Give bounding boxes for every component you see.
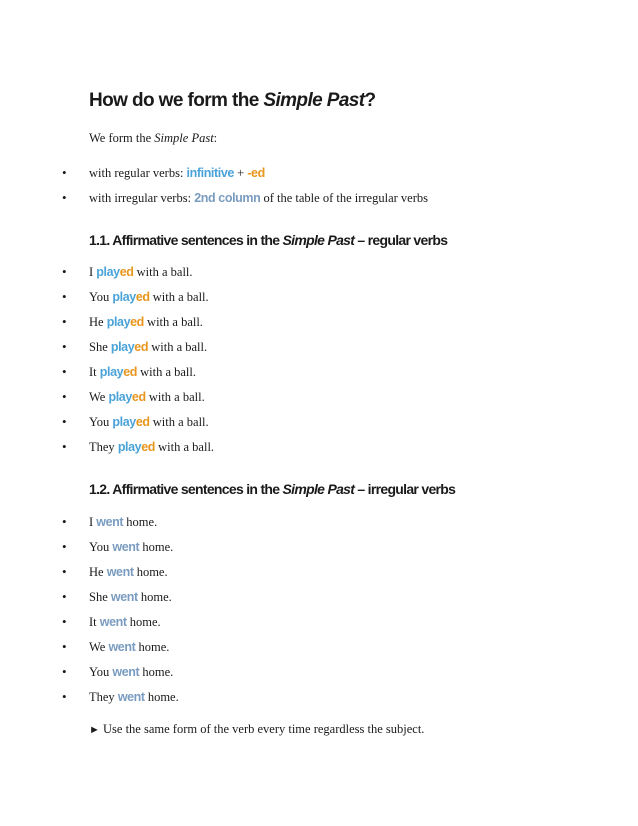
bullet-icon: • [62,289,67,304]
intro-line [89,131,217,146]
intro-prefix: We form the [89,131,155,145]
sentence [89,363,196,381]
verb-ending: ed [131,390,146,404]
verb-past: went [96,515,124,529]
sentence [89,288,209,306]
subject: We [89,640,109,654]
bullet-icon: • [62,190,67,205]
rule-irregular [0,189,638,207]
rule-regular [0,164,638,182]
bullet-icon: • [62,689,67,704]
usage-note [89,722,424,737]
title-suffix: ? [364,90,376,111]
verb-stem: play [112,290,136,304]
section-heading-regular [89,232,447,248]
section-italic: Simple Past [282,481,355,497]
sentence [89,613,161,631]
section-heading-irregular [89,481,455,497]
verb-stem: play [112,415,136,429]
sentence [89,538,173,556]
bullet-icon: • [62,564,67,579]
bullet-icon: • [62,414,67,429]
bullet-icon: • [62,339,67,354]
rule-text [89,164,265,182]
rule-label: with regular verbs: [89,166,187,180]
verb-stem: play [108,390,132,404]
sentence-rest: with a ball. [149,415,209,429]
verb-ending: ed [141,440,156,454]
bullet-icon: • [62,614,67,629]
sentence [89,638,169,656]
rule-text [89,189,428,207]
rule-keyword: infinitive [186,166,234,180]
verb-past: went [110,590,138,604]
subject: I [89,265,97,279]
sentence-rest: home. [137,590,172,604]
verb-stem: play [117,440,142,454]
verb-past: went [108,640,136,654]
sentence [89,588,172,606]
list-item [0,563,638,581]
rule-tail: of the table of the irregular verbs [260,191,428,205]
bullet-icon: • [62,264,67,279]
verb-stem: play [110,340,135,354]
sentence-rest: home. [144,690,179,704]
subject: It [89,615,100,629]
sentence-rest: with a ball. [143,315,203,329]
subject: You [89,415,113,429]
subject: She [89,590,111,604]
bullet-icon: • [62,639,67,654]
subject: He [89,315,107,329]
sentence [89,513,157,531]
sentence-rest: with a ball. [148,340,208,354]
sentence [89,688,179,706]
bullet-icon: • [62,364,67,379]
list-item [0,538,638,556]
sentence [89,413,209,431]
list-item [0,663,638,681]
page-title [89,90,376,112]
subject: I [89,515,97,529]
title-italic: Simple Past [263,90,365,111]
verb-stem: play [96,265,120,279]
verb-ending: ed [130,315,144,329]
bullet-icon: • [62,165,67,180]
bullet-icon: • [62,389,67,404]
note-text: Use the same form of the verb every time regardless the subject. [99,722,425,736]
sentence [89,438,214,456]
section-suffix: – irregular verbs [354,481,456,497]
list-item [0,338,638,356]
sentence [89,563,168,581]
verb-past: went [99,615,127,629]
title-prefix: How do we form the [89,90,264,111]
subject: They [89,440,118,454]
subject: He [89,565,107,579]
bullet-icon: • [62,314,67,329]
list-item [0,288,638,306]
sentence-rest: with a ball. [149,290,209,304]
list-item [0,688,638,706]
sentence-rest: home. [123,515,158,529]
sentence [89,263,193,281]
sentence [89,388,205,406]
list-item [0,263,638,281]
section-italic: Simple Past [282,232,355,248]
arrow-icon: ► [89,724,100,736]
verb-ending: ed [135,290,150,304]
sentence-rest: with a ball. [136,365,196,379]
intro-italic: Simple Past [154,131,214,145]
sentence-rest: home. [133,565,168,579]
sentence-rest: with a ball. [133,265,193,279]
verb-ending: ed [123,365,137,379]
verb-ending: ed [119,265,134,279]
verb-past: went [112,665,140,679]
bullet-icon: • [62,589,67,604]
sentence [89,663,173,681]
subject: We [89,390,109,404]
verb-stem: play [106,315,131,329]
subject: You [89,290,113,304]
list-item [0,588,638,606]
rule-keyword-ending: -ed [247,166,265,180]
intro-suffix: : [213,131,218,145]
verb-stem: play [99,365,124,379]
subject: You [89,665,113,679]
sentence-rest: with a ball. [155,440,215,454]
bullet-icon: • [62,539,67,554]
bullet-icon: • [62,514,67,529]
list-item [0,313,638,331]
sentence-rest: home. [126,615,161,629]
list-item [0,413,638,431]
subject: They [89,690,118,704]
bullet-icon: • [62,664,67,679]
sentence [89,338,207,356]
rule-label: with irregular verbs: [89,191,195,205]
section-prefix: 1.1. Affirmative sentences in the [89,232,283,248]
list-item [0,638,638,656]
verb-past: went [112,540,140,554]
sentence-rest: home. [139,540,174,554]
list-item [0,513,638,531]
verb-ending: ed [134,340,149,354]
sentence-rest: home. [135,640,170,654]
list-item [0,388,638,406]
verb-past: went [106,565,134,579]
subject: It [89,365,100,379]
subject: She [89,340,111,354]
rule-plus: + [233,166,248,180]
verb-ending: ed [135,415,150,429]
section-prefix: 1.2. Affirmative sentences in the [89,481,283,497]
bullet-icon: • [62,439,67,454]
list-item [0,613,638,631]
section-suffix: – regular verbs [354,232,448,248]
sentence [89,313,203,331]
list-item [0,363,638,381]
subject: You [89,540,113,554]
verb-past: went [117,690,145,704]
rule-keyword: 2nd column [194,191,261,205]
sentence-rest: with a ball. [145,390,205,404]
list-item [0,438,638,456]
sentence-rest: home. [139,665,174,679]
